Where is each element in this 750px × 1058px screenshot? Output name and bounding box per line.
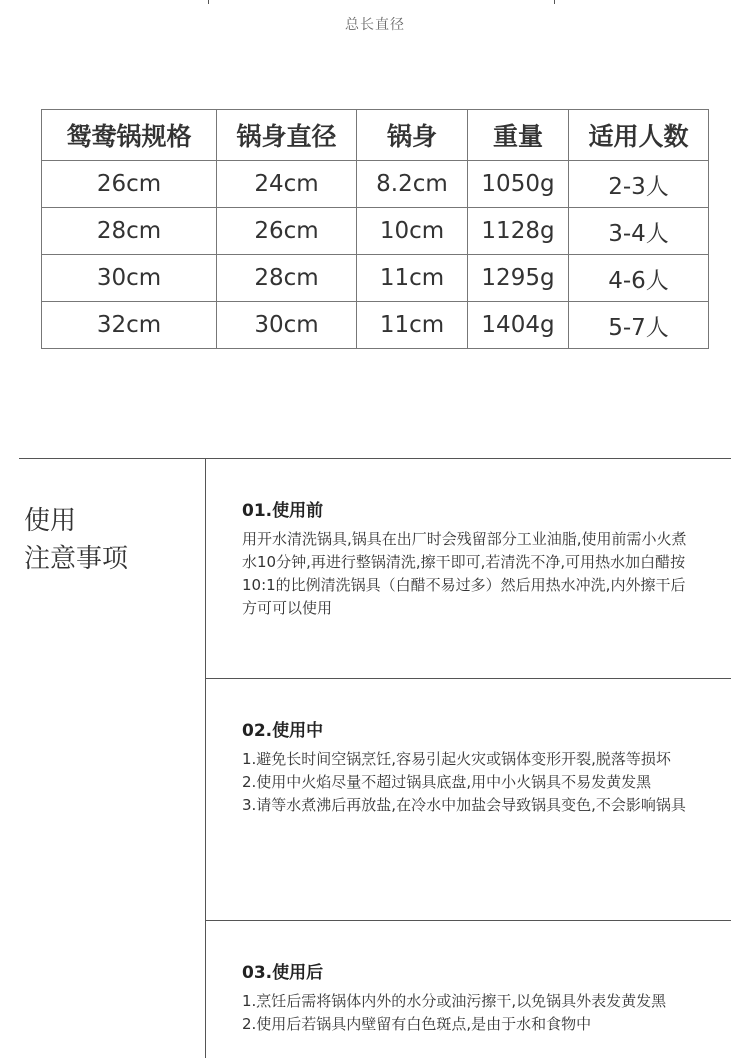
dimension-tick-left (208, 0, 209, 4)
usage-notes-section (0, 458, 750, 1053)
table-row (42, 302, 709, 349)
table-cell: 8.2cm (357, 161, 468, 208)
table-header-row (42, 110, 709, 161)
note-paragraph: 用开水清洗锅具,锅具在出厂时会残留部分工业油脂,使用前需小火煮水10分钟,再进行整锅清洗,擦干即可,若清洗不净,可用热水加白醋按10:1的比例清洗锅具（白醋不易过多）然后用热水冲洗,内外擦干后方可可以使用 (242, 530, 687, 617)
header-cell-body: 锅身 (357, 110, 468, 161)
note-paragraph: 1.避免长时间空锅烹饪,容易引起火灾或锅体变形开裂,脱落等损坏 (242, 750, 671, 768)
table-cell: 2-3人 (569, 161, 709, 208)
section-divider (206, 920, 731, 921)
table-cell: 5-7人 (569, 302, 709, 349)
top-dimension-lines (0, 0, 750, 10)
note-heading: 03.使用后 (242, 963, 324, 983)
note-heading: 02.使用中 (242, 721, 324, 741)
note-body (242, 990, 697, 1036)
header-cell-weight: 重量 (468, 110, 569, 161)
header-cell-spec: 鸳鸯锅规格 (42, 110, 217, 161)
usage-notes-title-line2: 注意事项 (24, 544, 129, 574)
note-body (242, 528, 697, 620)
usage-notes-title (24, 502, 128, 578)
table-cell: 1128g (468, 208, 569, 255)
usage-notes-title-line1: 使用 (24, 506, 77, 536)
table-row (42, 161, 709, 208)
table-cell: 4-6人 (569, 255, 709, 302)
section-divider (206, 678, 731, 679)
note-paragraph: 1.烹饪后需将锅体内外的水分或油污擦干,以免锅具外表发黄发黑 (242, 992, 667, 1010)
table-cell: 24cm (217, 161, 357, 208)
table-cell: 26cm (217, 208, 357, 255)
table-cell: 28cm (42, 208, 217, 255)
table-cell: 1404g (468, 302, 569, 349)
table-row (42, 255, 709, 302)
table-cell: 11cm (357, 302, 468, 349)
section-divider (19, 458, 731, 459)
header-cell-diameter: 锅身直径 (217, 110, 357, 161)
table-cell: 10cm (357, 208, 468, 255)
note-paragraph: 2.使用后若锅具内壁留有白色斑点,是由于水和食物中 (242, 1015, 592, 1033)
table-cell: 28cm (217, 255, 357, 302)
table-cell: 32cm (42, 302, 217, 349)
note-body (242, 748, 697, 817)
table-cell: 11cm (357, 255, 468, 302)
note-paragraph: 2.使用中火焰尽量不超过锅具底盘,用中小火锅具不易发黄发黑 (242, 773, 652, 791)
table-cell: 1295g (468, 255, 569, 302)
table-cell: 30cm (217, 302, 357, 349)
column-divider (205, 458, 206, 1058)
note-paragraph: 3.请等水煮沸后再放盐,在冷水中加盐会导致锅具变色,不会影响锅具 (242, 796, 686, 814)
note-heading: 01.使用前 (242, 501, 324, 521)
table-cell: 1050g (468, 161, 569, 208)
dimension-tick-right (554, 0, 555, 4)
spec-table (41, 109, 709, 349)
dimension-caption: 总长直径 (345, 17, 405, 33)
table-cell: 26cm (42, 161, 217, 208)
table-cell: 30cm (42, 255, 217, 302)
table-cell: 3-4人 (569, 208, 709, 255)
header-cell-servings: 适用人数 (569, 110, 709, 161)
table-row (42, 208, 709, 255)
